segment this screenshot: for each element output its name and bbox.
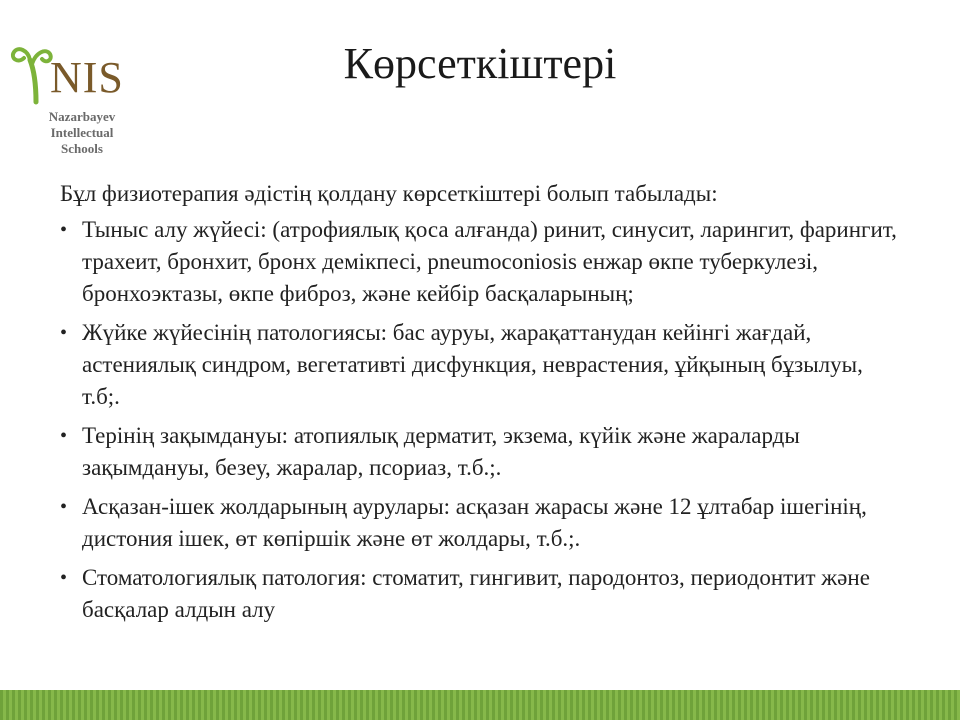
bullet-icon: • <box>60 322 68 344</box>
logo-line: Intellectual <box>50 125 114 140</box>
logo-line: Schools <box>61 141 103 156</box>
list-item-text: Тыныс алу жүйесі: (атрофиялық қоса алғанда) ринит, синусит, ларингит, фарингит, трахеит, бронхит, бронх демікпесі, pneumoconiosis енжар өкпе туберкулезі, бронхоэктазы, өкпе фиброз, және кейбір басқаларының; <box>82 217 897 306</box>
bullet-icon: • <box>60 496 68 518</box>
list-item-text: Асқазан-ішек жолдарының аурулары: асқазан жарасы және 12 ұлтабар ішегінің, дистония ішек, өт көпіршік және өт жолдары, т.б.;. <box>82 494 867 551</box>
list-item-text: Стоматологиялық патология: стоматит, гингивит, пародонтоз, периодонтит және басқалар алдын алу <box>82 565 870 622</box>
sprout-swirl-icon <box>6 38 56 108</box>
list-item <box>60 491 900 555</box>
slide-title: Көрсеткіштері <box>343 39 617 88</box>
logo-subtitle <box>24 109 140 157</box>
bullet-icon: • <box>60 567 68 589</box>
slide-body <box>60 178 900 633</box>
list-item <box>60 562 900 626</box>
nis-logo <box>6 38 132 164</box>
list-item <box>60 214 900 310</box>
footer-bar <box>0 690 960 720</box>
bullet-list <box>60 214 900 626</box>
intro-text: Бұл физиотерапия әдістің қолдану көрсеткіштері болып табылады: <box>60 181 718 206</box>
list-item-text: Жүйке жүйесінің патологиясы: бас ауруы, жарақаттанудан кейінгі жағдай, астениялық синдром, вегетативті дисфункция, неврастения, ұйқының бұзылуы, т.б;. <box>82 320 863 409</box>
bullet-icon: • <box>60 219 68 241</box>
bullet-icon: • <box>60 425 68 447</box>
list-item <box>60 317 900 413</box>
logo-acronym: NIS <box>50 53 124 102</box>
list-item-text: Терінің зақымдануы: атопиялық дерматит, экзема, күйік және жараларды зақымдануы, безеу, жаралар, псориаз, т.б.;. <box>82 423 800 480</box>
list-item <box>60 420 900 484</box>
logo-line: Nazarbayev <box>48 109 116 124</box>
